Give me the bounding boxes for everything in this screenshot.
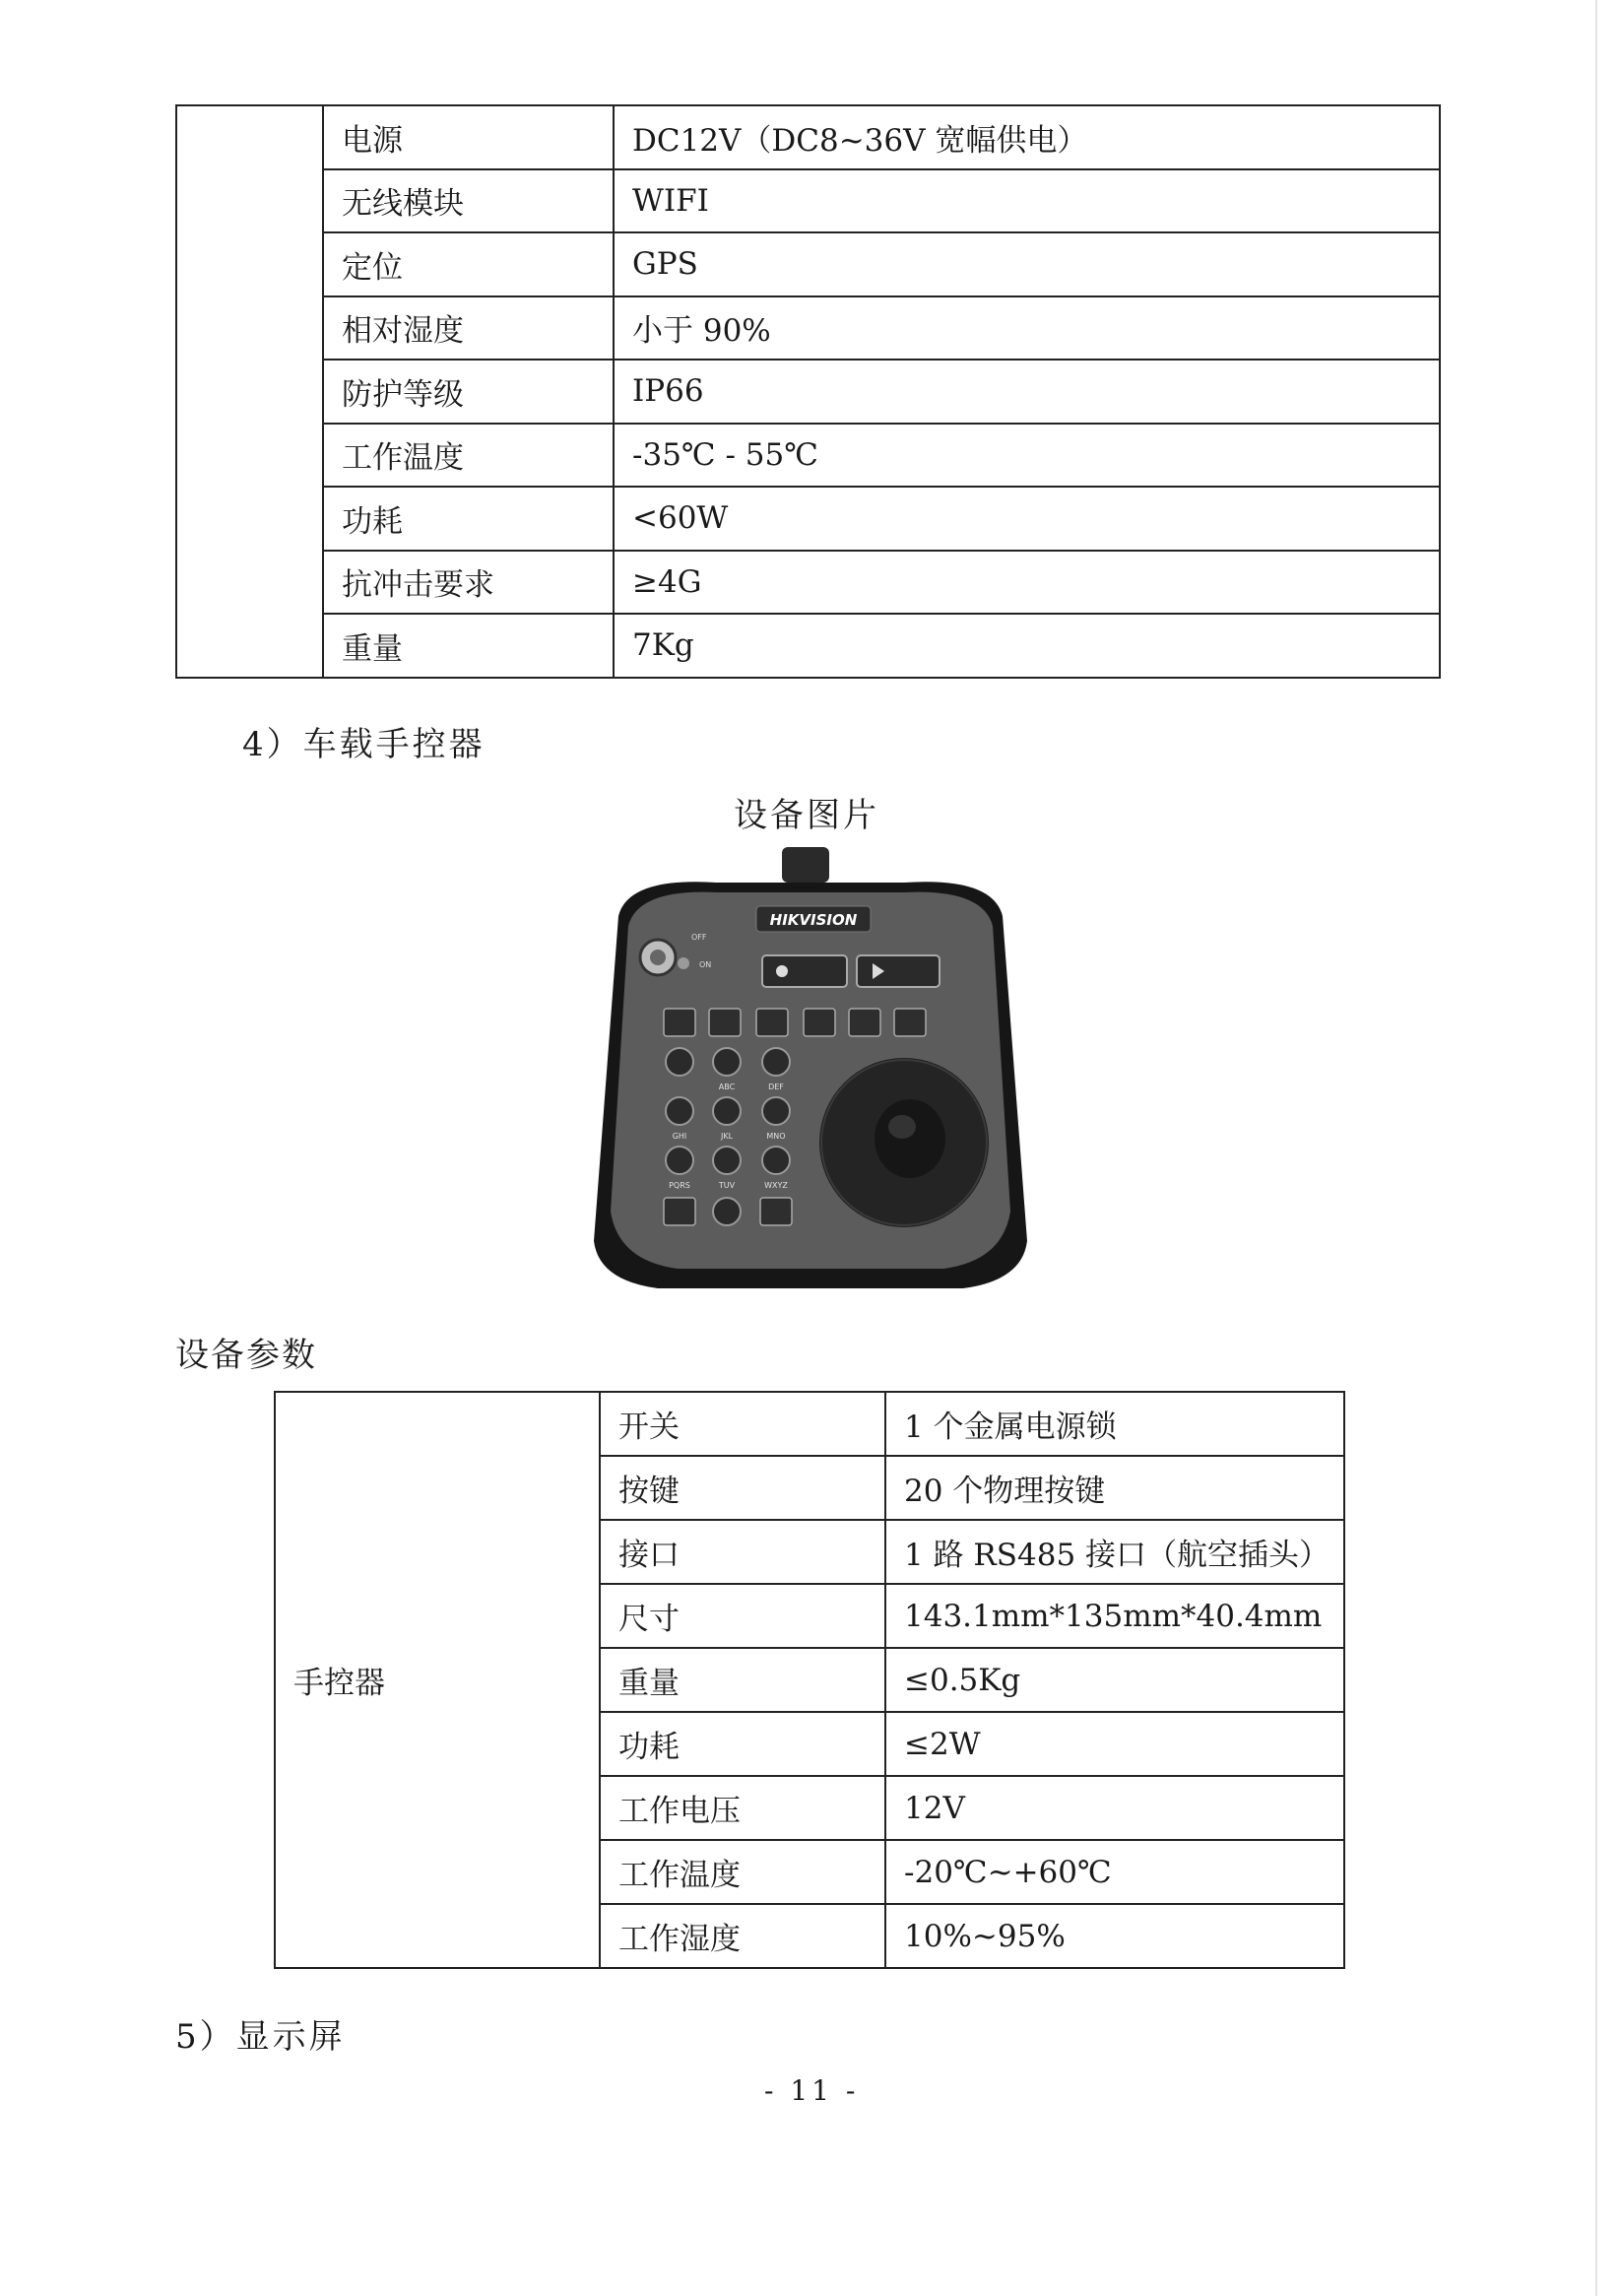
table-row xyxy=(275,1392,1344,1456)
section-heading-4: 4）车载手控器 xyxy=(242,725,486,764)
spec-label: 尺寸 xyxy=(600,1584,885,1648)
device-photo xyxy=(589,847,1032,1295)
spec-label: 开关 xyxy=(600,1392,885,1456)
table-row xyxy=(176,105,1440,169)
spec-value: ≤2W xyxy=(885,1712,1344,1776)
controller-spec-table xyxy=(274,1391,1345,1969)
key-label: ABC xyxy=(718,1082,736,1091)
key-label: GHI xyxy=(672,1132,687,1141)
spec-label: 按键 xyxy=(600,1456,885,1520)
table-row xyxy=(176,169,1440,233)
spec-value: ≥4G xyxy=(614,551,1440,615)
spec-value: WIFI xyxy=(614,169,1440,233)
spec-value: -35℃ - 55℃ xyxy=(614,424,1440,488)
spec-value: ≤0.5Kg xyxy=(885,1648,1344,1712)
spec-label: 定位 xyxy=(323,232,614,296)
spec-label: 工作温度 xyxy=(323,424,614,488)
table-row xyxy=(176,614,1440,678)
spec-label: 抗冲击要求 xyxy=(323,551,614,615)
spec-value: 20 个物理按键 xyxy=(885,1456,1344,1520)
spec-label: 相对湿度 xyxy=(323,296,614,361)
spec-value: 10%~95% xyxy=(885,1904,1344,1968)
spec-label: 电源 xyxy=(323,105,614,169)
spec-label: 无线模块 xyxy=(323,169,614,233)
photo-caption: 设备图片 xyxy=(734,796,879,835)
table-row xyxy=(176,232,1440,296)
spec-label: 功耗 xyxy=(600,1712,885,1776)
switch-off-label: OFF xyxy=(691,933,707,942)
key-label: JKL xyxy=(720,1132,734,1141)
spec-value: 1 个金属电源锁 xyxy=(885,1392,1344,1456)
spec-label: 工作电压 xyxy=(600,1776,885,1840)
table-row xyxy=(176,487,1440,551)
spec-value: 1 路 RS485 接口（航空插头） xyxy=(885,1520,1344,1584)
spec-label: 功耗 xyxy=(323,487,614,551)
spec-label: 重量 xyxy=(600,1648,885,1712)
group-cell: 手控器 xyxy=(275,1392,600,1968)
page-edge-line xyxy=(1595,0,1597,2296)
spec-label: 重量 xyxy=(323,614,614,678)
key-label: TUV xyxy=(718,1181,736,1190)
spec-table-continued xyxy=(175,104,1441,679)
params-title: 设备参数 xyxy=(175,1336,317,1375)
key-label: PQRS xyxy=(669,1181,690,1190)
spec-label: 接口 xyxy=(600,1520,885,1584)
spec-value: <60W xyxy=(614,487,1440,551)
spec-label: 工作温度 xyxy=(600,1840,885,1904)
key-label: DEF xyxy=(768,1082,784,1091)
table-row xyxy=(176,296,1440,361)
table-row xyxy=(176,551,1440,615)
switch-on-label: ON xyxy=(699,960,712,969)
spec-value: 小于 90% xyxy=(614,296,1440,361)
brand-logo-text: HIKVISION xyxy=(769,911,858,929)
key-label: MNO xyxy=(766,1132,786,1141)
spec-label: 工作湿度 xyxy=(600,1904,885,1968)
spec-value: 7Kg xyxy=(614,614,1440,678)
spec-value: -20℃~+60℃ xyxy=(885,1840,1344,1904)
spec-value: IP66 xyxy=(614,360,1440,424)
section-heading-5: 5）显示屏 xyxy=(175,2017,346,2057)
spec-value: GPS xyxy=(614,232,1440,296)
spec-value: 143.1mm*135mm*40.4mm xyxy=(885,1584,1344,1648)
page-number: - 11 - xyxy=(764,2074,860,2107)
spec-value: 12V xyxy=(885,1776,1344,1840)
spec-value: DC12V（DC8~36V 宽幅供电） xyxy=(614,105,1440,169)
table-row xyxy=(176,424,1440,488)
key-label: WXYZ xyxy=(764,1181,788,1190)
spec-label: 防护等级 xyxy=(323,360,614,424)
table-row xyxy=(176,360,1440,424)
group-cell-empty xyxy=(176,105,323,678)
